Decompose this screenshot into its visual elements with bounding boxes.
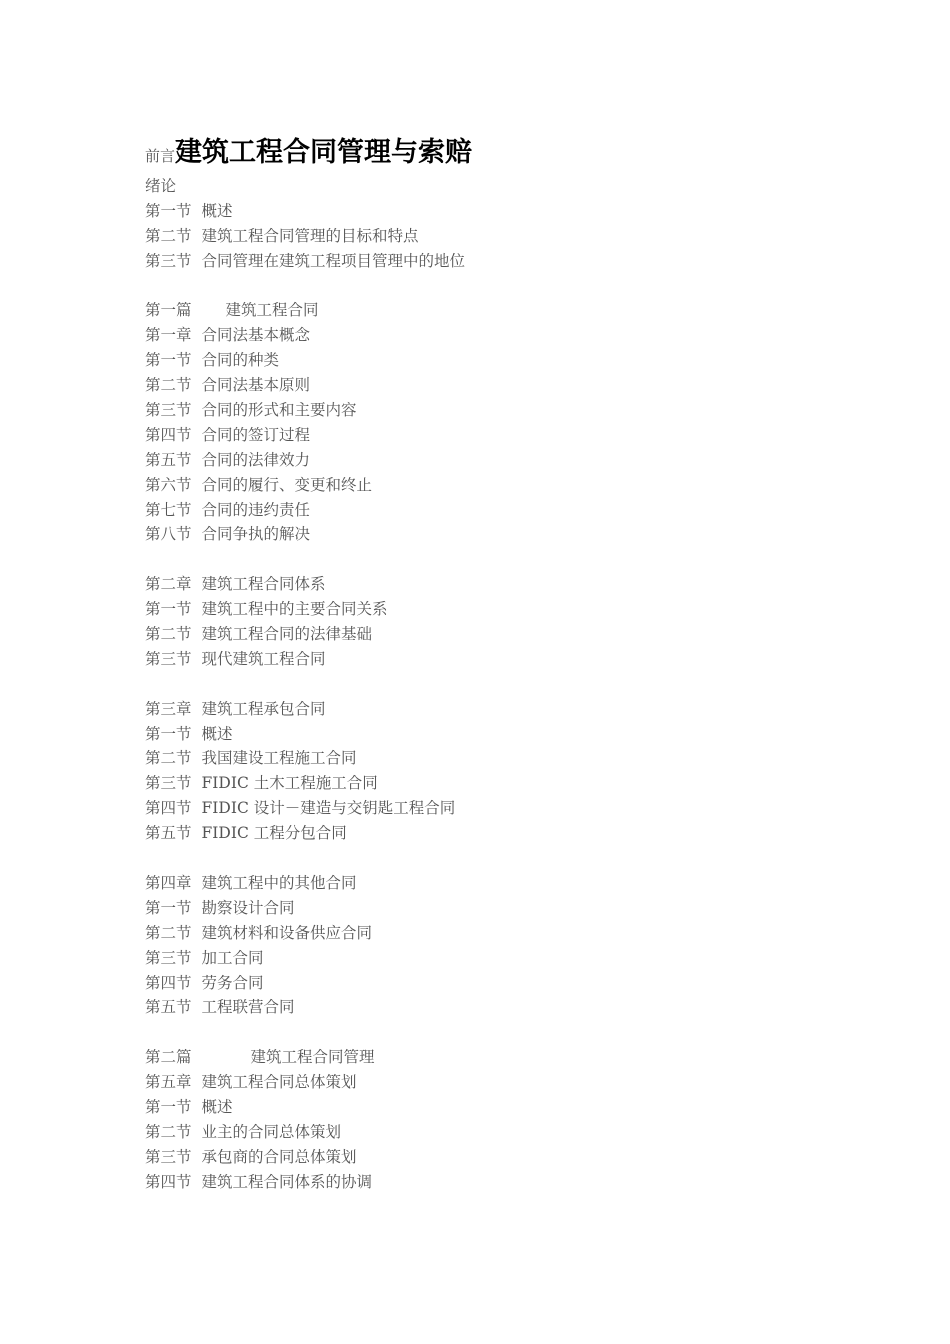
toc-entry-title: 业主的合同总体策划 [201, 1122, 342, 1141]
toc-entry-number: 第三节 [145, 251, 192, 270]
toc-entry [145, 1095, 905, 1120]
toc-entry-title: 合同法基本原则 [201, 376, 311, 395]
table-of-contents [145, 174, 905, 1195]
toc-entry-title: 加工合同 [201, 948, 264, 967]
toc-entry-number: 第六节 [145, 475, 192, 494]
toc-entry [145, 821, 905, 846]
toc-entry-number: 第二章 [145, 575, 192, 594]
toc-entry-number: 第四节 [145, 1172, 192, 1191]
toc-entry-title: 建筑材料和设备供应合同 [201, 923, 373, 942]
toc-entry [145, 224, 905, 249]
toc-entry [145, 1170, 905, 1195]
toc-entry [145, 971, 905, 996]
toc-entry-title: 建筑工程合同体系 [201, 575, 326, 594]
toc-entry-number: 第三节 [145, 1147, 192, 1166]
toc-entry [145, 473, 905, 498]
toc-entry-number: 第三章 [145, 699, 192, 718]
toc-entry-number: 第五节 [145, 450, 192, 469]
toc-entry [145, 373, 905, 398]
toc-entry-number: 第三节 [145, 401, 192, 420]
toc-entry-number: 第五节 [145, 824, 192, 843]
toc-entry-number: 第二节 [145, 376, 192, 395]
toc-entry-number: 第一章 [145, 326, 192, 345]
document-page [145, 130, 905, 1195]
toc-entry-title: 合同的种类 [201, 351, 280, 370]
toc-entry [145, 298, 905, 323]
toc-entry-title: 承包商的合同总体策划 [201, 1147, 357, 1166]
toc-entry-title: 概述 [201, 201, 233, 220]
toc-entry-title: 合同的形式和主要内容 [201, 401, 357, 420]
toc-entry [145, 871, 905, 896]
toc-entry-number: 第四章 [145, 873, 192, 892]
toc-entry [145, 746, 905, 771]
toc-entry-title: 建筑工程中的主要合同关系 [201, 600, 388, 619]
preface-label: 前言 [145, 147, 176, 165]
toc-entry-number: 第一篇 [145, 301, 192, 320]
document-title: 建筑工程合同管理与索赔 [175, 137, 473, 168]
toc-entry [145, 348, 905, 373]
toc-entry [145, 921, 905, 946]
toc-entry-number: 第一节 [145, 724, 192, 743]
blank-line [145, 547, 905, 572]
toc-entry-number: 第二节 [145, 1122, 192, 1141]
blank-line [145, 672, 905, 697]
toc-entry-title: 概述 [201, 724, 233, 743]
toc-entry-number: 第二节 [145, 226, 192, 245]
toc-entry-number: 第一节 [145, 201, 192, 220]
toc-entry-title: 现代建筑工程合同 [201, 649, 326, 668]
toc-entry [145, 174, 905, 199]
toc-entry [145, 448, 905, 473]
toc-entry-number: 第二节 [145, 923, 192, 942]
toc-entry-number: 第三节 [145, 649, 192, 668]
toc-entry-number: 第五章 [145, 1073, 192, 1092]
toc-entry [145, 622, 905, 647]
toc-entry-title: 建筑工程合同 [225, 301, 319, 320]
toc-entry-title: 建筑工程承包合同 [201, 699, 326, 718]
toc-entry [145, 896, 905, 921]
toc-entry [145, 323, 905, 348]
toc-entry-title: 工程联营合同 [201, 998, 295, 1017]
toc-entry-number: 绪论 [145, 177, 177, 195]
toc-entry-title: 勘察设计合同 [201, 898, 295, 917]
toc-entry-title: 合同的履行、变更和终止 [201, 475, 373, 494]
toc-entry-title: FIDIC 土木工程施工合同 [201, 774, 378, 793]
toc-entry-title: 合同的签订过程 [201, 425, 311, 444]
toc-entry [145, 423, 905, 448]
toc-entry [145, 697, 905, 722]
toc-entry-number: 第七节 [145, 500, 192, 519]
toc-entry [145, 995, 905, 1020]
toc-entry-number: 第一节 [145, 1097, 192, 1116]
toc-entry-number: 第四节 [145, 799, 192, 818]
toc-entry [145, 597, 905, 622]
toc-entry [145, 498, 905, 523]
title-line [145, 130, 905, 174]
toc-entry [145, 572, 905, 597]
toc-entry [145, 722, 905, 747]
toc-entry-title: 建筑工程合同管理的目标和特点 [201, 226, 419, 245]
toc-entry [145, 946, 905, 971]
blank-line [145, 274, 905, 299]
toc-entry-title: 合同的法律效力 [201, 450, 311, 469]
toc-entry-number: 第一节 [145, 898, 192, 917]
toc-entry-title: 我国建设工程施工合同 [201, 749, 357, 768]
toc-entry [145, 522, 905, 547]
toc-entry-title: 建筑工程合同体系的协调 [201, 1172, 373, 1191]
toc-entry-title: 合同的违约责任 [201, 500, 311, 519]
toc-entry-title: 合同管理在建筑工程项目管理中的地位 [201, 251, 466, 270]
toc-entry-title: 合同争执的解决 [201, 525, 311, 544]
toc-entry-number: 第八节 [145, 525, 192, 544]
toc-entry-title: 建筑工程合同的法律基础 [201, 625, 373, 644]
toc-entry-number: 第四节 [145, 973, 192, 992]
toc-entry [145, 1070, 905, 1095]
toc-entry [145, 1120, 905, 1145]
toc-entry-title: 概述 [201, 1097, 233, 1116]
blank-line [145, 846, 905, 871]
blank-line [145, 1020, 905, 1045]
toc-entry-title: 合同法基本概念 [201, 326, 311, 345]
toc-entry-number: 第三节 [145, 774, 192, 793]
toc-entry-number: 第二篇 [145, 1048, 192, 1067]
toc-entry-number: 第三节 [145, 948, 192, 967]
toc-entry [145, 249, 905, 274]
toc-entry [145, 199, 905, 224]
toc-entry-title: 建筑工程合同总体策划 [201, 1073, 357, 1092]
toc-entry [145, 796, 905, 821]
toc-entry-title: FIDIC 工程分包合同 [201, 824, 347, 843]
toc-entry-number: 第二节 [145, 749, 192, 768]
toc-entry [145, 1145, 905, 1170]
toc-entry-number: 第五节 [145, 998, 192, 1017]
toc-entry [145, 647, 905, 672]
toc-entry-number: 第四节 [145, 425, 192, 444]
toc-entry [145, 771, 905, 796]
toc-entry-title: 建筑工程中的其他合同 [201, 873, 357, 892]
toc-entry-number: 第一节 [145, 351, 192, 370]
toc-entry-title: FIDIC 设计－建造与交钥匙工程合同 [201, 799, 456, 818]
toc-entry-title: 劳务合同 [201, 973, 264, 992]
toc-entry-number: 第一节 [145, 600, 192, 619]
toc-entry-title: 建筑工程合同管理 [250, 1048, 375, 1067]
toc-entry-number: 第二节 [145, 625, 192, 644]
toc-entry [145, 398, 905, 423]
toc-entry [145, 1045, 905, 1070]
